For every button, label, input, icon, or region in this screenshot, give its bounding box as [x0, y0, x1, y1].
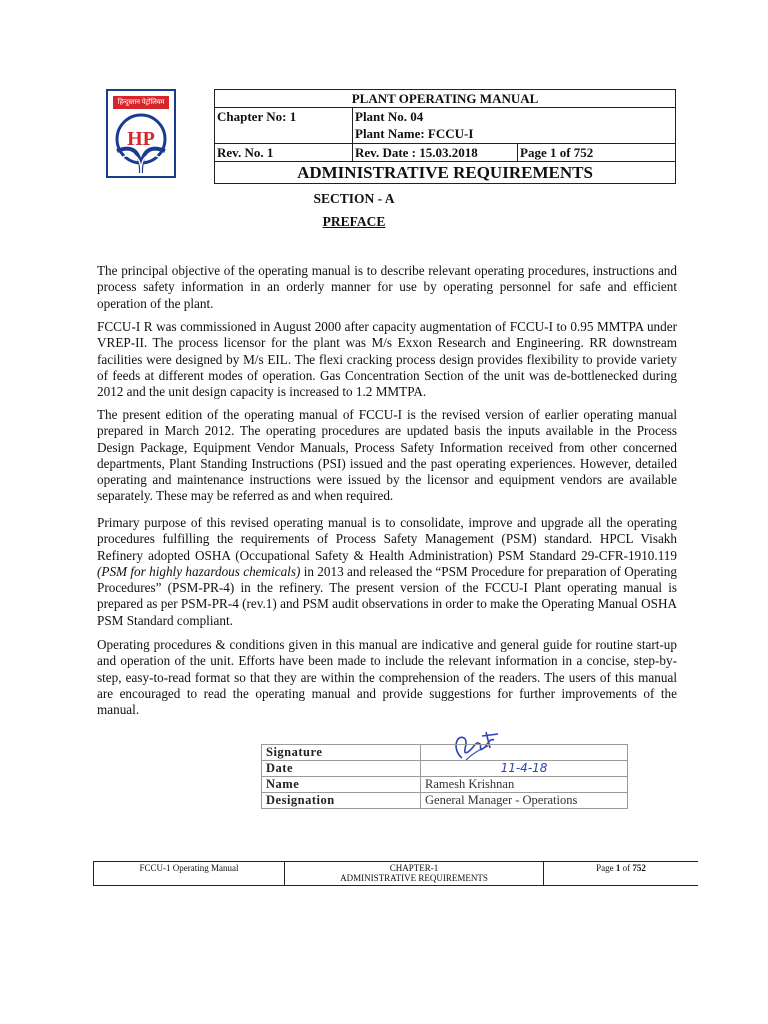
footer-chapter-number: CHAPTER-1: [389, 863, 439, 873]
paragraph-guidance: Operating procedures & conditions given in this manual are indicative and general guide for routine start-up and operation of the unit. Efforts have been made to include the relevant information in a concise, step-by-step, easy-to-read format so that they are within the comprehension of the readers. The users of this manual are encouraged to read the operating manual and provide suggestions for further improvements of the manual.: [97, 637, 677, 718]
signoff-label: Date: [262, 761, 421, 777]
signoff-date-value: 11-4-18: [421, 761, 628, 777]
purpose-text-b: in 2013 and released the “PSM Procedure for preparation of Operating Procedures” (PSM-PR-4) in the refinery. The present version of the FCCU-I Plant operating manual is prepared as per PSM-PR-4 (rev.1) and PSM audit observations in order to make the Operating Manual OSHA PSM Standard compliant.: [97, 563, 677, 628]
footer-chapter-title: ADMINISTRATIVE REQUIREMENTS: [340, 873, 488, 883]
paragraph-purpose: [97, 515, 677, 629]
signoff-row: [262, 777, 628, 793]
document-header-table: [214, 89, 676, 184]
manual-title: PLANT OPERATING MANUAL: [215, 90, 676, 108]
paragraph-history: FCCU-I R was commissioned in August 2000 after capacity augmentation of FCCU-I to 0.95 MMTPA under VREP-II. The process licensor for the plant was M/s Exxon Research and Engineering. RR downstream facilities were designed by M/s EIL. The flexi cracking process design provides flexibility to provide variety of feeds at different modes of operation. Gas Concentration Section of the unit was de-bottlenecked during 2012 and the unit design capacity is increased to 1.2 MMTPA.: [97, 319, 677, 400]
signoff-name-value: Ramesh Krishnan: [421, 777, 628, 793]
footer-chapter: [285, 862, 544, 886]
hp-logo: [106, 89, 176, 178]
section-heading: PREFACE: [322, 214, 386, 229]
purpose-text-italic: (PSM for highly hazardous chemicals): [97, 563, 301, 579]
revision-date: Rev. Date : 15.03.2018: [353, 144, 518, 162]
section-label: SECTION - A: [313, 191, 395, 206]
revision-number: Rev. No. 1: [215, 144, 353, 162]
plant-name: Plant Name: FCCU-I: [355, 126, 474, 141]
footer-page-total: 752: [632, 863, 646, 873]
signoff-label: Signature: [262, 745, 421, 761]
footer-page-prefix: Page: [596, 863, 616, 873]
signoff-value: [421, 745, 628, 761]
page-footer: [93, 861, 698, 886]
chapter-title: ADMINISTRATIVE REQUIREMENTS: [215, 162, 676, 184]
signoff-table: [261, 744, 628, 809]
footer-page-of: of: [620, 863, 633, 873]
footer-page-number: [544, 862, 699, 886]
hp-emblem-icon: [111, 111, 171, 175]
signoff-label: Designation: [262, 793, 421, 809]
plant-info: [353, 108, 676, 144]
signoff-designation-value: General Manager - Operations: [421, 793, 628, 809]
paragraph-objective: The principal objective of the operating manual is to describe relevant operating procedures, instructions and process safety information in an orderly manner for use by operating personnel for safe and efficient operation of the plant.: [97, 263, 677, 311]
signoff-row: [262, 793, 628, 809]
plant-number: Plant No. 04: [355, 109, 424, 124]
logo-hindi-band: हिन्दुस्तान पेट्रोलियम: [113, 96, 169, 109]
signoff-label: Name: [262, 777, 421, 793]
footer-manual-name: FCCU-1 Operating Manual: [94, 862, 285, 886]
signoff-row: [262, 761, 628, 777]
footer-page-current: 1: [615, 863, 621, 873]
signoff-row: [262, 745, 628, 761]
page-indicator: Page 1 of 752: [518, 144, 676, 162]
paragraph-edition: The present edition of the operating manual of FCCU-I is the revised version of earlier operating manual prepared in March 2012. The operating procedures are updated basis the inputs available in the Process Design Package, Equipment Vendor Manuals, Process Safety Information received from other concerned departments, Plant Standing Instructions (PSI) issued and the past operating experiences. However, detailed operating and maintenance instructions were issued by the licensor and equipment vendors are available separately. These may be referred as and when required.: [97, 407, 677, 504]
chapter-number: Chapter No: 1: [215, 108, 353, 144]
purpose-text-a: Primary purpose of this revised operating manual is to consolidate, improve and upgrade all the operating procedures fulfilling the requirements of Process Safety Management (PSM) standard. HPCL Visakh Refinery adopted OSHA (Occupational Safety & Health Administration) PSM Standard 29-CFR-1910.119: [97, 515, 677, 563]
svg-text:HP: HP: [127, 128, 155, 150]
